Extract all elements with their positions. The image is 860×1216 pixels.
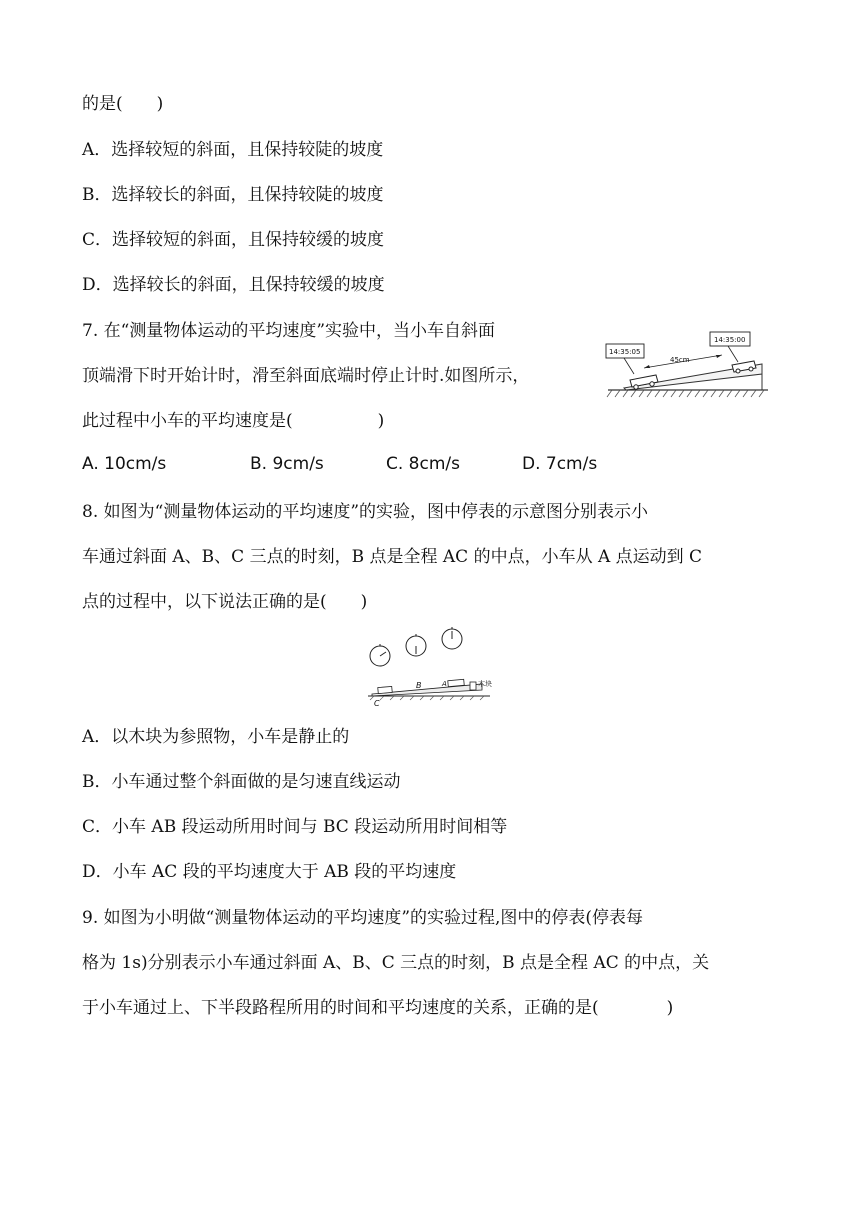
stopwatch-c-icon: [370, 644, 390, 666]
q8-stem-line3: 点的过程中，以下说法正确的是( ): [82, 592, 368, 612]
q7-stem-line1: 7. 在“测量物体运动的平均速度”实验中，当小车自斜面: [82, 321, 496, 341]
q7-option-c: C. 8cm/s: [386, 454, 460, 474]
stopwatch-b-icon: [406, 634, 426, 656]
point-c-label: C: [374, 699, 380, 708]
point-a-label: A: [442, 680, 447, 688]
q7-option-a: A. 10cm/s: [82, 454, 167, 474]
q8-stem-line1: 8. 如图为“测量物体运动的平均速度”的实验，图中停表的示意图分别表示小: [82, 502, 649, 522]
q9-stem-line3: 于小车通过上、下半段路程所用的时间和平均速度的关系，正确的是( ): [82, 998, 674, 1018]
timer-end-label: 14:35:05: [609, 348, 641, 356]
distance-label: 45cm: [670, 356, 690, 364]
block-label: 木块: [478, 680, 492, 688]
q8-stopwatch-figure: [364, 624, 496, 708]
q8-stem-line2: 车通过斜面 A、B、C 三点的时刻，B 点是全程 AC 的中点，小车从 A 点运动到 C: [82, 547, 703, 567]
q9-stem-line2: 格为 1s)分别表示小车通过斜面 A、B、C 三点的时刻，B 点是全程 AC 的中点，关: [82, 953, 710, 973]
q7-stem-line2: 顶端滑下时开始计时，滑至斜面底端时停止计时.如图所示，: [82, 366, 530, 386]
stopwatch-a-icon: [442, 627, 462, 649]
q6-option-d: D．选择较长的斜面，且保持较缓的坡度: [82, 275, 385, 295]
q8-option-d: D．小车 AC 段的平均速度大于 AB 段的平均速度: [82, 862, 457, 882]
q8-option-b: B．小车通过整个斜面做的是匀速直线运动: [82, 772, 401, 792]
q8-option-c: C．小车 AB 段运动所用时间与 BC 段运动所用时间相等: [82, 817, 508, 837]
q6-option-a: A．选择较短的斜面，且保持较陡的坡度: [82, 140, 384, 160]
timer-start-label: 14:35:00: [714, 336, 746, 344]
q7-option-b: B. 9cm/s: [250, 454, 324, 474]
q9-stem-line1: 9. 如图为小明做“测量物体运动的平均速度”的实验过程,图中的停表(停表每: [82, 908, 644, 928]
q6-stem-end: 的是( ): [82, 94, 164, 114]
q6-option-c: C．选择较短的斜面，且保持较缓的坡度: [82, 230, 385, 250]
q6-option-b: B．选择较长的斜面，且保持较陡的坡度: [82, 185, 384, 205]
q7-stem-line3: 此过程中小车的平均速度是( ): [82, 411, 385, 431]
q7-option-d: D. 7cm/s: [522, 454, 598, 474]
q8-option-a: A．以木块为参照物，小车是静止的: [82, 727, 350, 747]
point-b-label: B: [416, 681, 422, 690]
q7-incline-figure: [604, 328, 772, 404]
